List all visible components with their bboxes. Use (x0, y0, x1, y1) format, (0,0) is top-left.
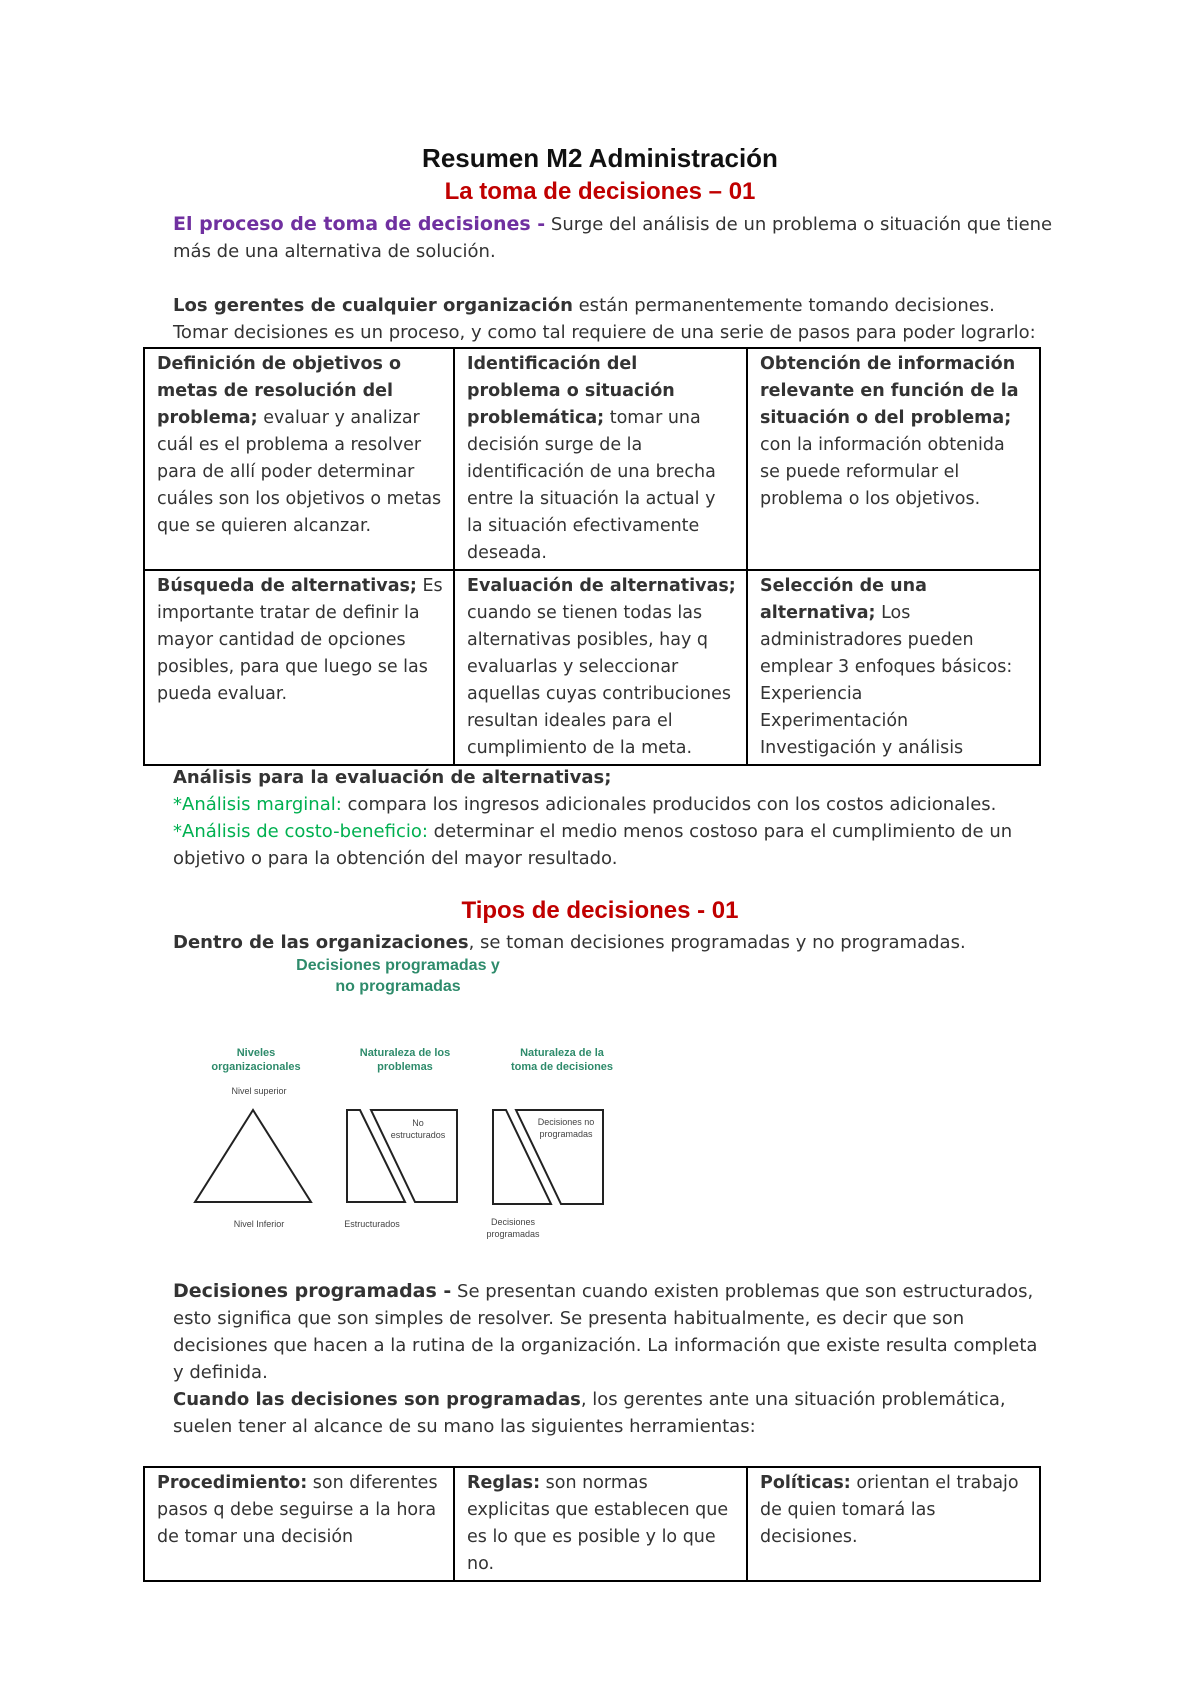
table-cell (454, 570, 747, 765)
col2-top-label-1: No (412, 1118, 424, 1128)
section-heading-tipos: Tipos de decisiones - 01 (461, 897, 739, 924)
intro-text: Surge del análisis de un problema o situación que tiene más de una alternativa de solución. (173, 214, 1053, 262)
cell-bold: Definición de objetivos o metas de resolución del problema; (157, 354, 402, 428)
cell-text: Los administradores pueden emplear 3 enfoques básicos: (760, 603, 1013, 677)
col2-label-2: problemas (377, 1061, 433, 1073)
cell-bold: Procedimiento: (157, 1473, 308, 1493)
structured-shape (347, 1110, 405, 1202)
col3-bottom-label-1: Decisiones (490, 1217, 536, 1227)
programadas-paragraph (173, 1278, 1053, 1386)
analysis-block (173, 764, 1053, 872)
cell-bold: Obtención de información relevante en función de la situación o del problema; (760, 354, 1019, 428)
col1-bottom-label: Nivel Inferior (233, 1219, 285, 1229)
programadas-bold: Decisiones programadas - (173, 1280, 452, 1302)
programadas-p2-text: , los gerentes ante una situación problemática, suelen tener al alcance de su mano las siguientes herramientas: (173, 1389, 1006, 1437)
cell-text: con la información obtenida se puede reformular el problema o los objetivos. (760, 435, 1005, 509)
programadas-p2-bold: Cuando las decisiones son programadas (173, 1389, 581, 1410)
steps-table (143, 347, 1041, 766)
table-cell (144, 1467, 454, 1581)
table-cell (454, 1467, 747, 1581)
table-cell (144, 348, 454, 570)
programadas-text: Se presentan cuando existen problemas que son estructurados, esto significa que son simples de resolver. Se presenta habitualmente, es decir que son decisiones que hacen a la rutina de la organización. La información que existe resulta completa y definida. (173, 1281, 1038, 1383)
col2-bottom-label: Estructurados (344, 1219, 400, 1229)
gerentes-text: están permanentemente tomando decisiones. Tomar decisiones es un proceso, y como tal requiere de una serie de pasos para poder lograrlo: (173, 295, 1036, 343)
cb-text: determinar el medio menos costoso para el cumplimiento de un objetivo o para la obtención del mayor resultado. (173, 821, 1013, 869)
cell-text: tomar una decisión surge de la identificación de una brecha entre la situación la actual y la situación efectivamente deseada. (467, 408, 716, 563)
col3-top-label-2: programadas (539, 1129, 593, 1139)
cell-bold: Búsqueda de alternativas; (157, 576, 417, 596)
cell-bold: Evaluación de alternativas; (467, 576, 736, 596)
programadas-paragraph-2 (173, 1386, 1053, 1440)
col1-label-1: Niveles (236, 1047, 276, 1059)
table-cell (747, 570, 1040, 765)
cell-text: Es importante tratar de definir la mayor cantidad de opciones posibles, para que luego se las pueda evaluar. (157, 576, 443, 704)
page-title: Resumen M2 Administración (422, 143, 778, 173)
col3-top-label-1: Decisiones no (537, 1117, 595, 1127)
cell-text: orientan el trabajo de quien tomará las decisiones. (760, 1473, 1019, 1547)
cell-text: cuando se tienen todas las alternativas posibles, hay q evaluarlas y seleccionar aquellas cuyas contribuciones resultan ideales para el cumplimiento de la meta. (467, 603, 731, 758)
diagram-title-2: no programadas (335, 978, 461, 995)
diagram-title-1: Decisiones programadas y (296, 957, 500, 974)
gerentes-paragraph (173, 292, 1053, 346)
col2-top-label-2: estructurados (390, 1130, 446, 1140)
marginal-label: *Análisis marginal: (173, 794, 342, 815)
table-cell (144, 570, 454, 765)
intro-paragraph (173, 211, 1053, 265)
col3-bottom-label-2: programadas (486, 1229, 540, 1239)
cell-bold: Selección de una alternativa; (760, 576, 927, 623)
list-item: Experiencia (760, 684, 863, 704)
analysis-heading: Análisis para la evaluación de alternativas; (173, 767, 612, 788)
cell-bold: Identificación del problema o situación problemática; (467, 354, 675, 428)
table-row (144, 1467, 1040, 1581)
col1-label-2: organizacionales (211, 1061, 301, 1073)
cell-text: son diferentes pasos q debe seguirse a la hora de tomar una decisión (157, 1473, 438, 1547)
table-cell (747, 348, 1040, 570)
cell-bold: Reglas: (467, 1473, 541, 1493)
tipos-intro-text: , se toman decisiones programadas y no programadas. (468, 932, 966, 953)
tools-table (143, 1466, 1041, 1582)
gerentes-bold: Los gerentes de cualquier organización (173, 295, 573, 316)
table-row (144, 570, 1040, 765)
col3-label-2: toma de decisiones (510, 1061, 614, 1073)
cell-text: evaluar y analizar cuál es el problema a resolver para de allí poder determinar cuáles son los objetivos o metas que se quieren alcanzar. (157, 408, 442, 536)
col2-label-1: Naturaleza de los (359, 1047, 451, 1059)
section-heading-toma-decisiones: La toma de decisiones – 01 (444, 178, 756, 205)
analysis-costo-beneficio (173, 818, 1053, 872)
list-item: Experimentación (760, 711, 909, 731)
intro-bold: El proceso de toma de decisiones - (173, 213, 546, 235)
cell-text: son normas explicitas que establecen que es lo que es posible y lo que no. (467, 1473, 729, 1574)
table-row (144, 348, 1040, 570)
cell-bold: Políticas: (760, 1473, 851, 1493)
triangle-shape (195, 1110, 311, 1202)
list-item: Investigación y análisis (760, 738, 964, 758)
decisions-diagram (175, 950, 655, 1250)
cb-label: *Análisis de costo-beneficio: (173, 821, 428, 842)
table-cell (747, 1467, 1040, 1581)
tipos-intro-bold: Dentro de las organizaciones (173, 932, 469, 953)
col3-label-1: Naturaleza de la (520, 1047, 604, 1059)
col1-top-label: Nivel superior (231, 1086, 287, 1096)
analysis-marginal (173, 791, 1053, 818)
marginal-text: compara los ingresos adicionales producidos con los costos adicionales. (341, 794, 997, 815)
table-cell (454, 348, 747, 570)
